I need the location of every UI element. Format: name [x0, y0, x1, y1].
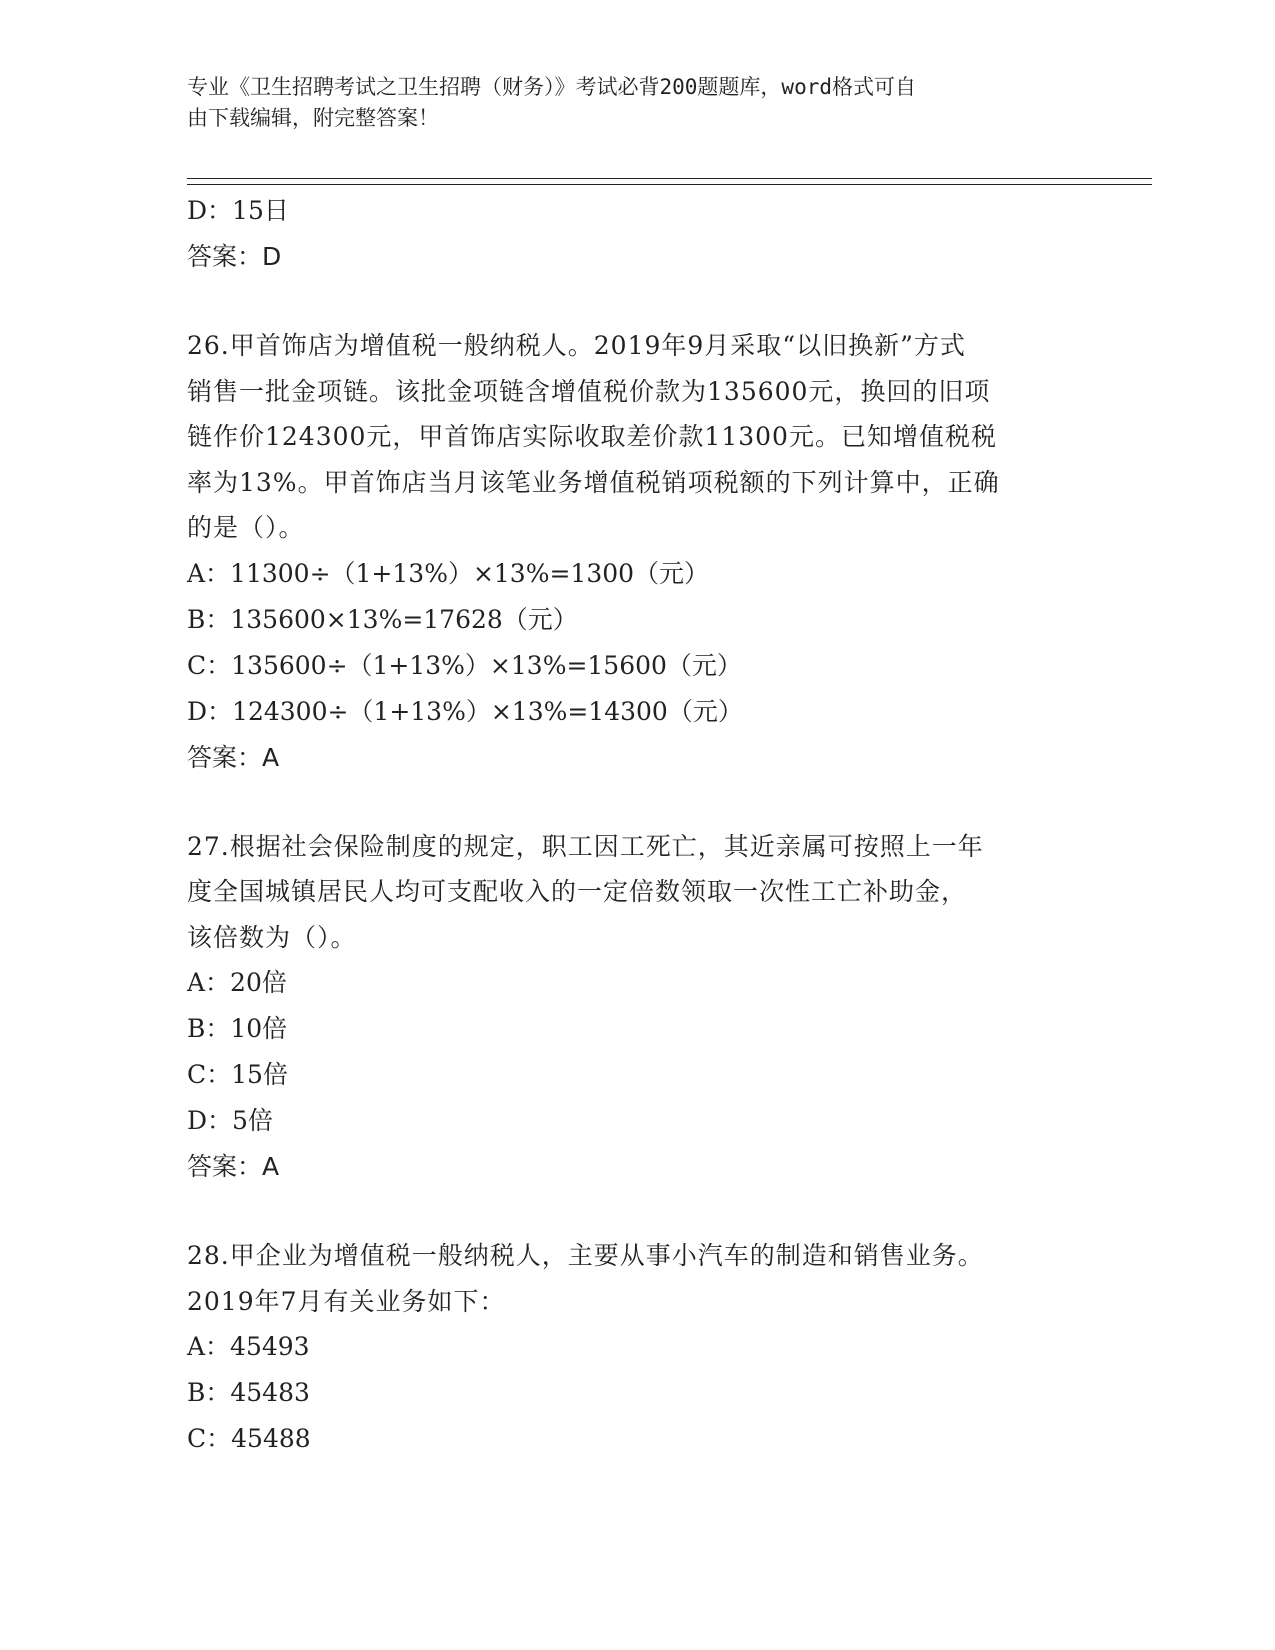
header-line-2: 由下载编辑，附完整答案！ — [187, 106, 439, 130]
question-text-line: 度全国城镇居民人均可支配收入的一定倍数领取一次性工亡补助金， — [187, 877, 968, 906]
question-27 — [187, 824, 1087, 1191]
document-body — [187, 188, 1087, 1462]
option-b: B：45483 — [187, 1378, 310, 1407]
document-header — [187, 72, 1087, 134]
question-text-line: 链作价124300元，甲首饰店实际收取差价款11300元。已知增值税税 — [187, 422, 997, 451]
answer-line: 答案：D — [187, 242, 282, 271]
option-a: A：20倍 — [187, 968, 287, 997]
option-b: B：135600×13%=17628（元） — [187, 604, 578, 634]
option-d: D：124300÷（1+13%）×13%=14300（元） — [187, 696, 743, 726]
option-a: A：45493 — [187, 1332, 310, 1361]
option-d: D：15日 — [187, 196, 289, 225]
question-text-line: 26.甲首饰店为增值税一般纳税人。2019年9月采取“以旧换新”方式 — [187, 331, 966, 360]
option-c: C：45488 — [187, 1424, 311, 1453]
question-text-line: 28.甲企业为增值税一般纳税人，主要从事小汽车的制造和销售业务。 — [187, 1241, 984, 1270]
question-26 — [187, 323, 1087, 781]
header-line-1: 专业《卫生招聘考试之卫生招聘（财务）》考试必背200题题库，word格式可自 — [187, 75, 916, 99]
previous-question-tail — [187, 188, 1087, 280]
header-rule-top — [187, 178, 1152, 179]
question-text-line: 2019年7月有关业务如下： — [187, 1286, 506, 1316]
question-text-line: 销售一批金项链。该批金项链含增值税价款为135600元，换回的旧项 — [187, 376, 991, 406]
question-text-line: 该倍数为（）。 — [187, 922, 357, 952]
question-text-line: 27.根据社会保险制度的规定，职工因工死亡，其近亲属可按照上一年 — [187, 831, 984, 861]
question-28 — [187, 1233, 1087, 1462]
option-a: A：11300÷（1+13%）×13%=1300（元） — [187, 558, 710, 588]
question-text-line: 率为13%。甲首饰店当月该笔业务增值税销项税额的下列计算中，正确 — [187, 467, 1000, 497]
answer-line: 答案：A — [187, 742, 280, 772]
answer-line: 答案：A — [187, 1152, 280, 1181]
option-c: C：15倍 — [187, 1060, 288, 1089]
question-text-line: 的是（）。 — [187, 513, 305, 542]
option-c: C：135600÷（1+13%）×13%=15600（元） — [187, 650, 742, 680]
header-rule-bottom — [187, 184, 1152, 185]
option-b: B：10倍 — [187, 1014, 288, 1043]
option-d: D：5倍 — [187, 1106, 273, 1135]
